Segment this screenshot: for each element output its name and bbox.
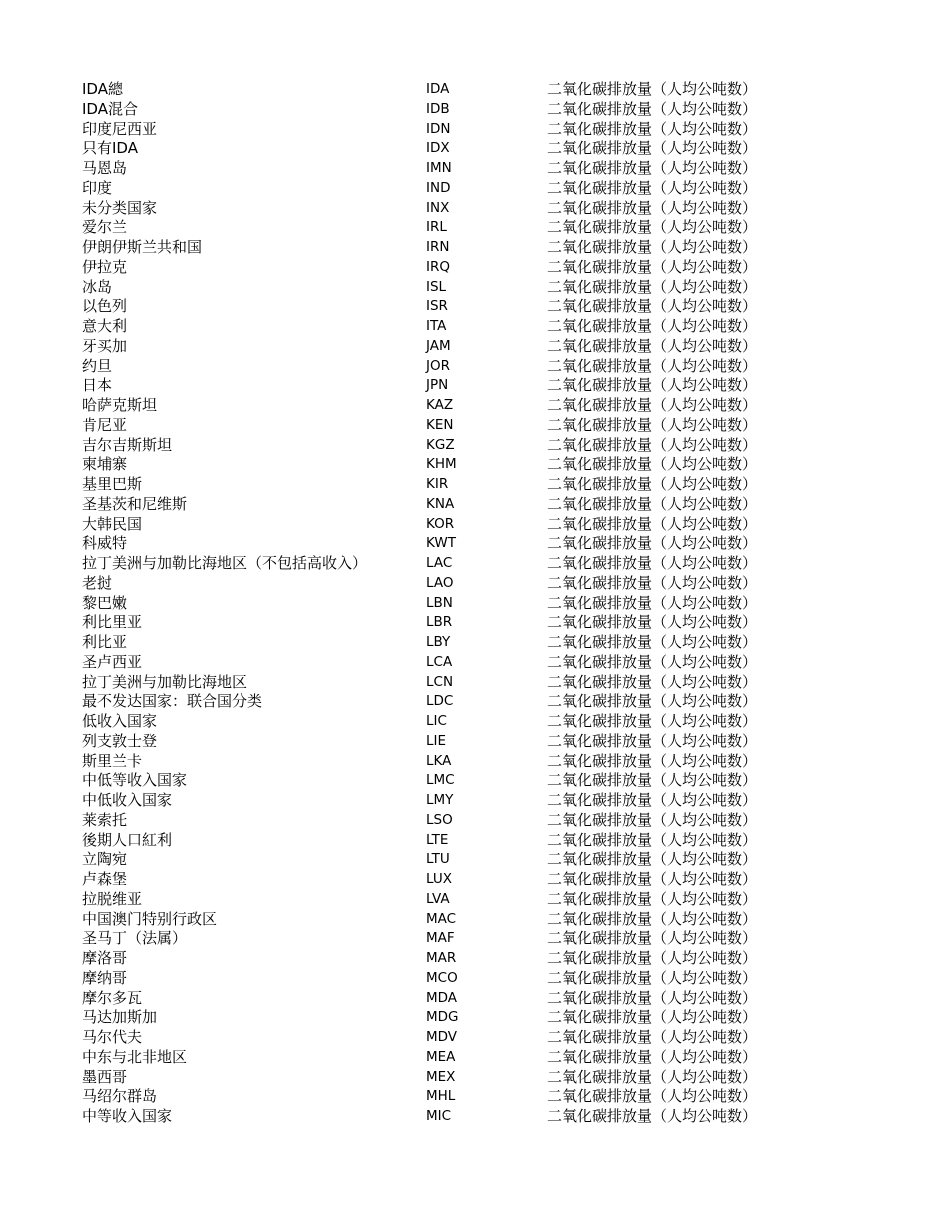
table-row (0, 1087, 950, 1107)
indicator-name-cell[interactable]: 二氧化碳排放量（人均公吨数） (547, 356, 758, 375)
table-row (0, 969, 950, 989)
table-row (0, 1068, 950, 1088)
country-code-cell[interactable]: LSO (426, 811, 453, 828)
indicator-name-cell[interactable]: 二氧化碳排放量（人均公吨数） (547, 1047, 758, 1066)
country-code-cell[interactable]: KGZ (426, 436, 455, 453)
table-row (0, 554, 950, 574)
country-code-cell[interactable]: IDX (426, 140, 450, 157)
indicator-name-cell[interactable]: 二氧化碳排放量（人均公吨数） (547, 613, 758, 632)
indicator-name-cell[interactable]: 二氧化碳排放量（人均公吨数） (547, 119, 758, 138)
indicator-name-cell[interactable]: 二氧化碳排放量（人均公吨数） (547, 791, 758, 809)
indicator-name-cell[interactable]: 二氧化碳排放量（人均公吨数） (547, 1107, 758, 1125)
country-name-cell[interactable]: 马恩岛 (82, 159, 128, 177)
table-row (0, 989, 950, 1009)
country-name-cell[interactable]: 基里巴斯 (82, 475, 143, 493)
country-code-cell[interactable]: MAC (426, 910, 457, 927)
country-name-cell[interactable]: 只有IDA (82, 139, 138, 158)
country-name-cell[interactable]: 圣马丁（法属） (82, 929, 188, 948)
indicator-name-cell[interactable]: 二氧化碳排放量（人均公吨数） (547, 277, 758, 296)
indicator-name-cell[interactable]: 二氧化碳排放量（人均公吨数） (547, 949, 758, 967)
country-code-cell[interactable]: LTU (426, 851, 450, 868)
country-name-cell[interactable]: 中东与北非地区 (82, 1047, 188, 1066)
indicator-name-cell[interactable]: 二氧化碳排放量（人均公吨数） (547, 475, 758, 493)
indicator-name-cell[interactable]: 二氧化碳排放量（人均公吨数） (547, 297, 758, 316)
spreadsheet-table (0, 80, 950, 1127)
country-code-cell[interactable]: LAO (426, 574, 454, 591)
country-code-cell[interactable]: LIC (426, 713, 447, 729)
table-row (0, 594, 950, 614)
table-row (0, 337, 950, 357)
table-row (0, 712, 950, 732)
country-code-cell[interactable]: MHL (426, 1088, 456, 1105)
country-name-cell[interactable]: 哈萨克斯坦 (82, 396, 158, 414)
table-row (0, 455, 950, 475)
country-name-cell[interactable]: 未分类国家 (82, 198, 158, 217)
table-row (0, 653, 950, 673)
indicator-name-cell[interactable]: 二氧化碳排放量（人均公吨数） (547, 534, 758, 553)
country-code-cell[interactable]: IDA (426, 81, 450, 97)
indicator-name-cell[interactable]: 二氧化碳排放量（人均公吨数） (547, 830, 758, 849)
indicator-name-cell[interactable]: 二氧化碳排放量（人均公吨数） (547, 317, 758, 335)
country-name-cell[interactable]: 最不发达国家：联合国分类 (82, 692, 263, 711)
indicator-name-cell[interactable]: 二氧化碳排放量（人均公吨数） (547, 1008, 758, 1027)
country-name-cell[interactable]: 中低等收入国家 (82, 771, 188, 790)
country-code-cell[interactable]: KEN (426, 416, 454, 433)
table-row (0, 1028, 950, 1048)
country-code-cell[interactable]: LBN (426, 594, 453, 611)
table-row (0, 811, 950, 831)
country-code-cell[interactable]: ISR (426, 298, 448, 315)
indicator-name-cell[interactable]: 二氧化碳排放量（人均公吨数） (547, 593, 758, 612)
country-name-cell[interactable]: IDA總 (82, 80, 123, 98)
indicator-name-cell[interactable]: 二氧化碳排放量（人均公吨数） (547, 455, 758, 474)
table-row (0, 673, 950, 693)
table-row (0, 218, 950, 238)
table-row (0, 1008, 950, 1028)
country-code-cell[interactable]: LMC (426, 772, 455, 789)
table-row (0, 357, 950, 377)
indicator-name-cell[interactable]: 二氧化碳排放量（人均公吨数） (547, 159, 758, 177)
country-name-cell[interactable]: 约旦 (82, 356, 113, 375)
indicator-name-cell[interactable]: 二氧化碳排放量（人均公吨数） (547, 257, 758, 276)
country-name-cell[interactable]: 印度尼西亚 (82, 119, 158, 138)
country-code-cell[interactable]: KWT (426, 535, 456, 552)
country-code-cell[interactable]: MEX (426, 1068, 456, 1085)
indicator-name-cell[interactable]: 二氧化碳排放量（人均公吨数） (547, 494, 758, 513)
table-row (0, 1048, 950, 1068)
table-row (0, 258, 950, 278)
indicator-name-cell[interactable]: 二氧化碳排放量（人均公吨数） (547, 1028, 758, 1046)
country-name-cell[interactable]: 马尔代夫 (82, 1028, 143, 1046)
country-name-cell[interactable]: 老挝 (82, 573, 113, 592)
country-code-cell[interactable]: MDV (426, 1029, 458, 1045)
table-row (0, 317, 950, 337)
country-name-cell[interactable]: 马绍尔群岛 (82, 1087, 158, 1106)
country-name-cell[interactable]: 列支敦士登 (82, 731, 158, 750)
table-row (0, 831, 950, 851)
indicator-name-cell[interactable]: 二氧化碳排放量（人均公吨数） (547, 80, 758, 98)
indicator-name-cell[interactable]: 二氧化碳排放量（人均公吨数） (547, 336, 758, 355)
table-row (0, 159, 950, 179)
country-code-cell[interactable]: LAC (426, 555, 453, 571)
table-row (0, 534, 950, 554)
table-row (0, 278, 950, 298)
indicator-name-cell[interactable]: 二氧化碳排放量（人均公吨数） (547, 751, 758, 770)
indicator-name-cell[interactable]: 二氧化碳排放量（人均公吨数） (547, 238, 758, 256)
indicator-name-cell[interactable]: 二氧化碳排放量（人均公吨数） (547, 633, 758, 651)
country-name-cell[interactable]: 利比里亚 (82, 613, 143, 632)
indicator-name-cell[interactable]: 二氧化碳排放量（人均公吨数） (547, 652, 758, 671)
country-name-cell[interactable]: 後期人口紅利 (82, 830, 173, 849)
table-row (0, 179, 950, 199)
country-name-cell[interactable]: 伊朗伊斯兰共和国 (82, 238, 203, 256)
country-name-cell[interactable]: 以色列 (82, 297, 128, 316)
indicator-name-cell[interactable]: 二氧化碳排放量（人均公吨数） (547, 218, 758, 237)
indicator-name-cell[interactable]: 二氧化碳排放量（人均公吨数） (547, 198, 758, 217)
table-row (0, 791, 950, 811)
table-row (0, 929, 950, 949)
table-row (0, 436, 950, 456)
table-row (0, 850, 950, 870)
country-name-cell[interactable]: 日本 (82, 376, 113, 395)
country-name-cell[interactable]: 拉丁美洲与加勒比海地区 (82, 672, 248, 691)
country-name-cell[interactable]: 吉尔吉斯斯坦 (82, 435, 173, 454)
indicator-name-cell[interactable]: 二氧化碳排放量（人均公吨数） (547, 731, 758, 750)
table-row (0, 910, 950, 930)
country-code-cell[interactable]: LKA (426, 752, 452, 769)
table-row (0, 949, 950, 969)
indicator-name-cell[interactable]: 二氧化碳排放量（人均公吨数） (547, 1087, 758, 1106)
country-name-cell[interactable]: 拉脱维亚 (82, 889, 143, 908)
table-row (0, 199, 950, 219)
indicator-name-cell[interactable]: 二氧化碳排放量（人均公吨数） (547, 514, 758, 533)
table-row (0, 238, 950, 258)
table-row (0, 890, 950, 910)
indicator-name-cell[interactable]: 二氧化碳排放量（人均公吨数） (547, 870, 758, 888)
country-code-cell[interactable]: ITA (426, 318, 447, 334)
table-row (0, 416, 950, 436)
country-name-cell[interactable]: 立陶宛 (82, 850, 128, 869)
country-name-cell[interactable]: 中低收入国家 (82, 791, 173, 809)
country-code-cell[interactable]: KAZ (426, 397, 454, 413)
indicator-name-cell[interactable]: 二氧化碳排放量（人均公吨数） (547, 909, 758, 928)
table-row (0, 692, 950, 712)
country-code-cell[interactable]: MIC (426, 1108, 452, 1124)
country-name-cell[interactable]: 低收入国家 (82, 712, 158, 730)
indicator-name-cell[interactable]: 二氧化碳排放量（人均公吨数） (547, 850, 758, 869)
indicator-name-cell[interactable]: 二氧化碳排放量（人均公吨数） (547, 99, 758, 118)
country-code-cell[interactable]: JOR (426, 357, 450, 374)
indicator-name-cell[interactable]: 二氧化碳排放量（人均公吨数） (547, 810, 758, 829)
country-code-cell[interactable]: IND (426, 179, 451, 196)
country-code-cell[interactable]: LDC (426, 693, 454, 710)
country-code-cell[interactable]: KIR (426, 476, 449, 492)
country-name-cell[interactable]: 圣基茨和尼维斯 (82, 494, 188, 513)
indicator-name-cell[interactable]: 二氧化碳排放量（人均公吨数） (547, 376, 758, 395)
country-name-cell[interactable]: 意大利 (82, 317, 128, 335)
indicator-name-cell[interactable]: 二氧化碳排放量（人均公吨数） (547, 929, 758, 948)
country-code-cell[interactable]: LUX (426, 871, 452, 887)
country-code-cell[interactable]: MEA (426, 1048, 456, 1065)
indicator-name-cell[interactable]: 二氧化碳排放量（人均公吨数） (547, 771, 758, 790)
indicator-name-cell[interactable]: 二氧化碳排放量（人均公吨数） (547, 139, 758, 158)
indicator-name-cell[interactable]: 二氧化碳排放量（人均公吨数） (547, 573, 758, 592)
country-code-cell[interactable]: LTE (426, 831, 449, 848)
country-name-cell[interactable]: 柬埔寨 (82, 455, 128, 474)
country-code-cell[interactable]: IRN (426, 239, 450, 255)
country-code-cell[interactable]: MAR (426, 950, 457, 966)
table-row (0, 771, 950, 791)
country-code-cell[interactable]: KOR (426, 515, 455, 532)
indicator-name-cell[interactable]: 二氧化碳排放量（人均公吨数） (547, 692, 758, 711)
table-row (0, 752, 950, 772)
country-name-cell[interactable]: 中等收入国家 (82, 1107, 173, 1125)
country-name-cell[interactable]: 肯尼亚 (82, 415, 128, 434)
table-row (0, 475, 950, 495)
country-code-cell[interactable]: IMN (426, 160, 452, 176)
country-name-cell[interactable]: 摩洛哥 (82, 949, 128, 967)
country-code-cell[interactable]: MDG (426, 1009, 459, 1026)
country-code-cell[interactable]: LIE (426, 732, 447, 749)
country-code-cell[interactable]: IDN (426, 120, 451, 137)
country-name-cell[interactable]: 伊拉克 (82, 257, 128, 276)
indicator-name-cell[interactable]: 二氧化碳排放量（人均公吨数） (547, 1067, 758, 1086)
country-name-cell[interactable]: 牙买加 (82, 336, 128, 355)
country-name-cell[interactable]: IDA混合 (82, 99, 138, 118)
indicator-name-cell[interactable]: 二氧化碳排放量（人均公吨数） (547, 712, 758, 730)
table-row (0, 633, 950, 653)
table-row (0, 515, 950, 535)
country-name-cell[interactable]: 冰岛 (82, 277, 113, 296)
country-code-cell[interactable]: MDA (426, 989, 458, 1006)
country-name-cell[interactable]: 摩纳哥 (82, 968, 128, 987)
indicator-name-cell[interactable]: 二氧化碳排放量（人均公吨数） (547, 968, 758, 987)
country-code-cell[interactable]: MCO (426, 969, 458, 986)
indicator-name-cell[interactable]: 二氧化碳排放量（人均公吨数） (547, 415, 758, 434)
country-name-cell[interactable]: 中国澳门特别行政区 (82, 909, 218, 928)
country-name-cell[interactable]: 爱尔兰 (82, 218, 128, 237)
country-code-cell[interactable]: IRQ (426, 258, 450, 275)
indicator-name-cell[interactable]: 二氧化碳排放量（人均公吨数） (547, 554, 758, 572)
country-name-cell[interactable]: 墨西哥 (82, 1067, 128, 1086)
table-row (0, 396, 950, 416)
country-code-cell[interactable]: KNA (426, 495, 455, 512)
indicator-name-cell[interactable]: 二氧化碳排放量（人均公吨数） (547, 396, 758, 414)
country-name-cell[interactable]: 圣卢西亚 (82, 652, 143, 671)
country-code-cell[interactable]: LBR (426, 614, 453, 631)
country-name-cell[interactable]: 科威特 (82, 534, 128, 553)
country-code-cell[interactable]: JPN (426, 377, 449, 394)
table-row (0, 495, 950, 515)
country-code-cell[interactable]: LMY (426, 792, 454, 808)
country-name-cell[interactable]: 马达加斯加 (82, 1008, 158, 1027)
indicator-name-cell[interactable]: 二氧化碳排放量（人均公吨数） (547, 889, 758, 908)
country-code-cell[interactable]: IRL (426, 219, 447, 236)
country-name-cell[interactable]: 印度 (82, 178, 113, 197)
country-name-cell[interactable]: 拉丁美洲与加勒比海地区（不包括高收入） (82, 554, 368, 572)
table-row (0, 120, 950, 140)
country-name-cell[interactable]: 斯里兰卡 (82, 751, 143, 770)
country-name-cell[interactable]: 卢森堡 (82, 870, 128, 888)
indicator-name-cell[interactable]: 二氧化碳排放量（人均公吨数） (547, 988, 758, 1007)
indicator-name-cell[interactable]: 二氧化碳排放量（人均公吨数） (547, 672, 758, 691)
table-row (0, 80, 950, 100)
country-name-cell[interactable]: 莱索托 (82, 810, 128, 829)
country-code-cell[interactable]: ISL (426, 278, 447, 295)
country-name-cell[interactable]: 黎巴嫩 (82, 593, 128, 612)
country-code-cell[interactable]: MAF (426, 930, 455, 947)
country-code-cell[interactable]: LCN (426, 673, 454, 690)
country-code-cell[interactable]: IDB (426, 100, 450, 117)
country-code-cell[interactable]: KHM (426, 456, 457, 473)
table-row (0, 139, 950, 159)
country-code-cell[interactable]: LCA (426, 653, 453, 670)
country-name-cell[interactable]: 利比亚 (82, 633, 128, 651)
table-row (0, 1107, 950, 1127)
country-code-cell[interactable]: JAM (426, 337, 451, 354)
table-row (0, 100, 950, 120)
indicator-name-cell[interactable]: 二氧化碳排放量（人均公吨数） (547, 435, 758, 454)
table-row (0, 297, 950, 317)
table-row (0, 732, 950, 752)
country-name-cell[interactable]: 大韩民国 (82, 514, 143, 533)
country-code-cell[interactable]: LVA (426, 890, 450, 907)
table-row (0, 574, 950, 594)
country-code-cell[interactable]: INX (426, 199, 450, 216)
indicator-name-cell[interactable]: 二氧化碳排放量（人均公吨数） (547, 178, 758, 197)
country-code-cell[interactable]: LBY (426, 634, 451, 650)
table-row (0, 613, 950, 633)
country-name-cell[interactable]: 摩尔多瓦 (82, 988, 143, 1007)
table-row (0, 376, 950, 396)
table-row (0, 870, 950, 890)
